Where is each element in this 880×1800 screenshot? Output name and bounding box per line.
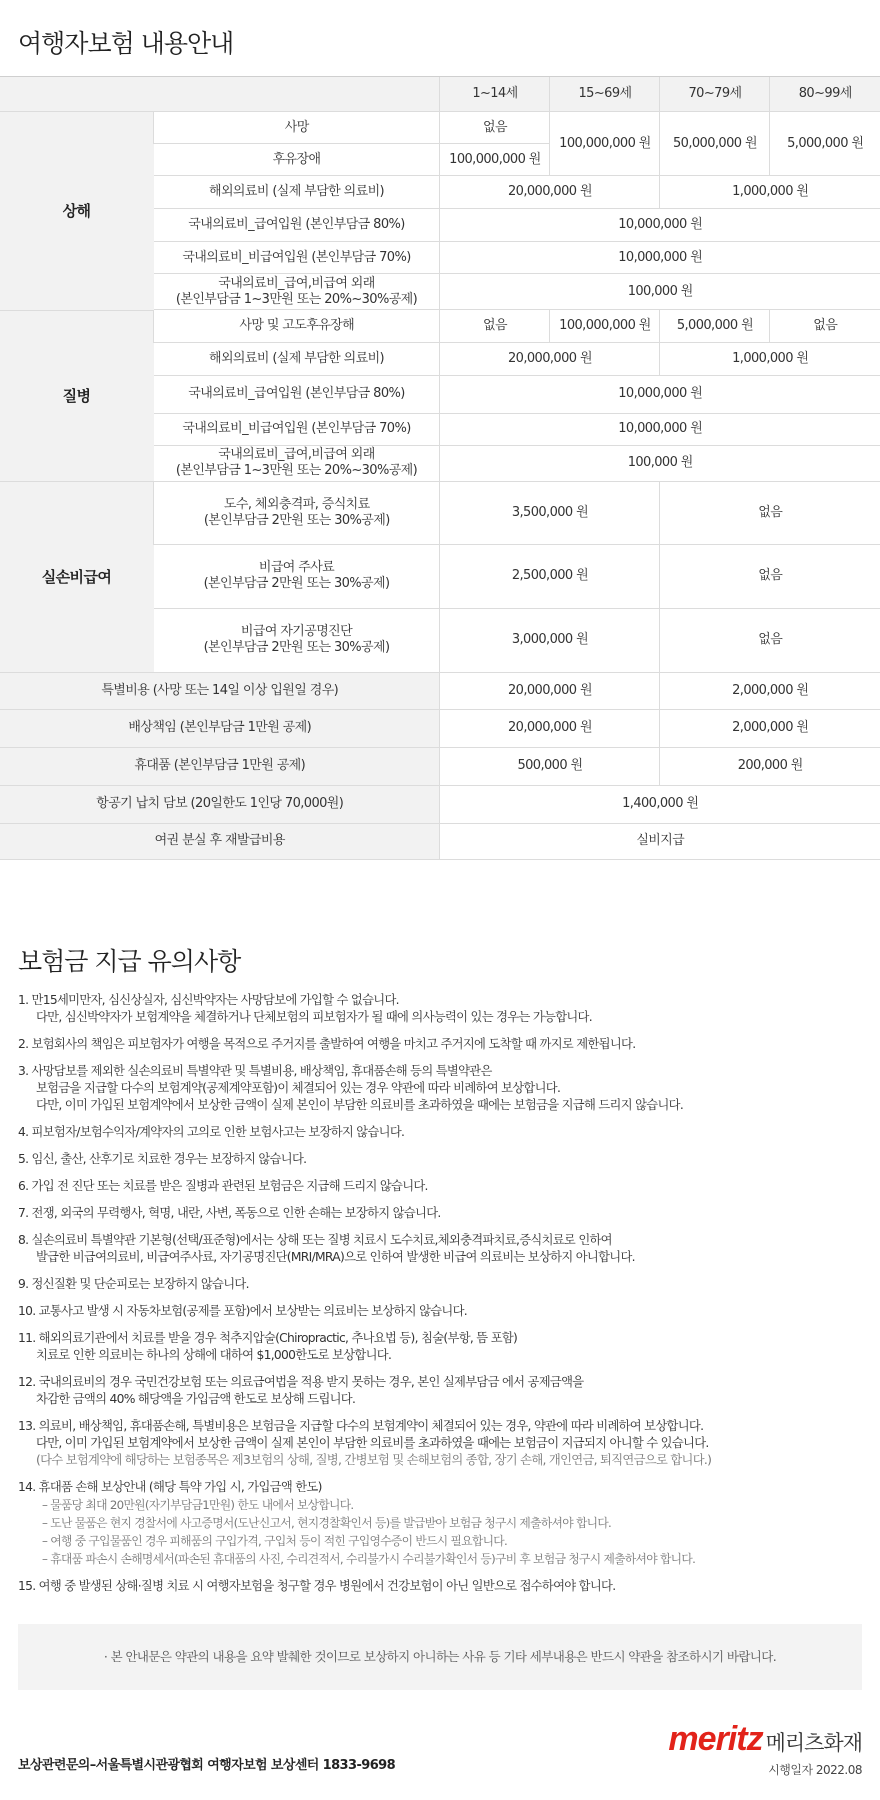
header-age-15-69: 15~69세 [550,77,660,112]
item-label-line2: (본인부담금 2만원 또는 30%공제) [203,512,390,528]
table-header-row [0,77,880,112]
table-row [0,481,880,544]
cell-value: 5,000,000 원 [660,310,770,342]
table-row [0,310,880,342]
list-item: 4. 피보험자/보험수익자/계약자의 고의로 인한 보험사고는 보장하지 않습니다. [18,1125,405,1139]
header-age-70-79: 70~79세 [660,77,770,112]
cell-value: 없음 [660,608,880,672]
coverage-table [0,76,880,860]
item-label: 배상책임 (본인부담금 1만원 공제) [0,709,440,747]
cell-value: 2,000,000 원 [660,672,880,709]
list-item [18,1330,868,1364]
cell-value: 10,000,000 원 [440,242,880,274]
list-item: 10. 교통사고 발생 시 자동차보험(공제를 포함)에서 보상받는 의료비는 보상하지 않습니다. [18,1304,467,1318]
item-label: 휴대품 (본인부담금 1만원 공제) [0,747,440,785]
contact-info: 보상관련문의–서울특별시관광협회 여행자보험 보상센터 1833-9698 [18,1758,396,1773]
item-label-line2: (본인부담금 1~3만원 또는 20%~30%공제) [175,463,418,478]
note-text: – 물품당 최대 20만원(자기부담금1만원) 한도 내에서 보상합니다. [42,1498,354,1512]
cell-value: 20,000,000 원 [440,342,660,375]
item-label: 사망 및 고도후유장해 [154,310,440,342]
note-text: – 여행 중 구입물품인 경우 피해품의 구입가격, 구입처 등이 적힌 구입영수증이 반드시 필요합니다. [42,1534,508,1548]
note-text: 1. 만15세미만자, 심신상실자, 심신박약자는 사망담보에 가입할 수 없습니다. [18,993,399,1007]
note-text: 13. 의료비, 배상책임, 휴대품손해, 특별비용은 보험금을 지급할 다수의 보험계약이 체결되어 있는 경우, 약관에 따라 비례하여 보상합니다. [18,1419,704,1433]
table-row [0,823,880,859]
note-text: 14. 휴대품 손해 보상안내 (해당 특약 가입 시, 가입금액 한도) [18,1480,322,1494]
list-item [18,1418,868,1469]
item-label: 국내의료비_비급여입원 (본인부담금 70%) [154,242,440,274]
cell-value: 실비지급 [440,823,880,859]
table-row [0,709,880,747]
list-item: 15. 여행 중 발생된 상해·질병 치료 시 여행자보험을 청구할 경우 병원에서 건강보험이 아닌 일반으로 접수하여야 합니다. [18,1579,616,1593]
cell-value: 100,000 원 [440,274,880,310]
cell-value: 1,000,000 원 [660,176,880,209]
cell-value: 없음 [770,310,880,342]
category-injury: 상해 [0,112,154,311]
note-text: (다수 보험계약에 해당하는 보험종목은 제3보험의 상해, 질병, 간병보험 및 손해보험의 종합, 장기 손해, 개인연금, 퇴직연금으로 합니다.) [36,1453,712,1467]
cell-value: 없음 [660,481,880,544]
item-label-line1: 국내의료비_급여,비급여 외래 [218,275,375,291]
item-label-line1: 비급여 주사료 [258,560,335,575]
list-item [18,1479,868,1568]
item-label-line1: 도수, 체외충격파, 증식치료 [223,496,370,512]
list-item [18,1374,868,1408]
cell-value: 20,000,000 원 [440,709,660,747]
item-label: 항공기 납치 담보 (20일한도 1인당 70,000원) [0,785,440,823]
note-text: 3. 사망담보를 제외한 실손의료비 특별약관 및 특별비용, 배상책임, 휴대품손해 등의 특별약관은 [18,1064,492,1078]
cell-value: 10,000,000 원 [440,413,880,445]
cell-value: 2,500,000 원 [440,544,660,608]
note-text: 발급한 비급여의료비, 비급여주사료, 자기공명진단(MRI/MRA)으로 인하여 발생한 비급여 의료비는 보상하지 아니합니다. [36,1250,635,1264]
item-label: 국내의료비_비급여입원 (본인부담금 70%) [154,413,440,445]
header-age-80-99: 80~99세 [770,77,880,112]
cell-value: 없음 [440,310,550,342]
note-text: – 도난 물품은 현지 경찰서에 사고증명서(도난신고서, 현지경찰확인서 등)를 발급받아 보험금 청구시 제출하셔야 합니다. [42,1516,612,1530]
item-label [154,445,440,481]
list-item: 9. 정신질환 및 단순피로는 보장하지 않습니다. [18,1277,249,1291]
item-label: 해외의료비 (실제 부담한 의료비) [154,342,440,375]
logo-row [668,1720,862,1759]
cell-value: 20,000,000 원 [440,176,660,209]
item-label: 해외의료비 (실제 부담한 의료비) [154,176,440,209]
cell-value: 3,000,000 원 [440,608,660,672]
cell-value: 없음 [440,112,550,144]
note-text: 12. 국내의료비의 경우 국민건강보험 또는 의료급여법을 적용 받지 못하는 경우, 본인 실제부담금 에서 공제금액을 [18,1375,584,1389]
brand-name: 메리츠화재 [765,1731,862,1755]
cell-value: 2,000,000 원 [660,709,880,747]
list-item: 2. 보험회사의 책임은 피보험자가 여행을 목적으로 주거지를 출발하여 여행을 마치고 주거지에 도착할 때 까지로 제한됩니다. [18,1037,636,1051]
category-noncovered: 실손비급여 [0,481,154,672]
list-item [18,1063,868,1114]
cell-value: 50,000,000 원 [660,112,770,176]
item-label: 특별비용 (사망 또는 14일 이상 입원일 경우) [0,672,440,709]
list-item: 6. 가입 전 진단 또는 치료를 받은 질병과 관련된 보험금은 지급해 드리지 않습니다. [18,1179,428,1193]
cell-value: 3,500,000 원 [440,481,660,544]
item-label-line2: (본인부담금 1~3만원 또는 20%~30%공제) [175,291,418,307]
list-item: 7. 전쟁, 외국의 무력행사, 혁명, 내란, 사변, 폭동으로 인한 손해는 보장하지 않습니다. [18,1206,441,1220]
cell-value: 5,000,000 원 [770,112,880,176]
note-text: 치료로 인한 의료비는 하나의 상해에 대하여 $1,000한도로 보상합니다. [36,1348,392,1362]
cell-value: 10,000,000 원 [440,209,880,242]
list-item: 5. 임신, 출산, 산후기로 치료한 경우는 보장하지 않습니다. [18,1152,307,1166]
effective-date: 시행일자 2022.08 [768,1763,862,1777]
note-text: 차감한 금액의 40% 해당액을 가입금액 한도로 보상해 드립니다. [36,1392,356,1406]
item-label [154,481,440,544]
note-text: 보험금을 지급할 다수의 보험계약(공제계약포함)이 체결되어 있는 경우 약관에 따라 비례하여 보상합니다. [36,1081,561,1095]
header-blank [0,77,440,112]
item-label [154,544,440,608]
note-text: 11. 해외의료기관에서 치료를 받을 경우 척추지압술(Chiropractic, 추나요법 등), 침술(부항, 뜸 포함) [18,1331,518,1345]
cell-value: 100,000 원 [440,445,880,481]
note-text: – 휴대품 파손시 손해명세서(파손된 휴대품의 사진, 수리견적서, 수리불가시 수리불가확인서 등)구비 후 보험금 청구시 제출하셔야 합니다. [42,1552,696,1566]
item-label [154,274,440,310]
item-label-line1: 국내의료비_급여,비급여 외래 [218,447,375,462]
brand-mark: meritz [668,1720,763,1758]
table-row [0,785,880,823]
item-label: 사망 [154,112,440,144]
note-text: 다만, 이미 가입된 보험계약에서 보상한 금액이 실제 본인이 부담한 의료비를 초과하였을 때에는 보험금을 지급해 드리지 않습니다. [36,1098,684,1112]
table-row [0,672,880,709]
page-title: 여행자보험 내용안내 [18,29,234,58]
item-label-line2: (본인부담금 2만원 또는 30%공제) [203,640,390,655]
cell-value: 100,000,000 원 [550,112,660,176]
table-row [0,747,880,785]
cell-value: 1,000,000 원 [660,342,880,375]
cell-value: 200,000 원 [660,747,880,785]
disclaimer-box: · 본 안내문은 약관의 내용을 요약 발췌한 것이므로 보상하지 아니하는 사유 등 기타 세부내용은 반드시 약관을 참조하시기 바랍니다. [18,1624,862,1690]
list-item [18,992,868,1026]
list-item [18,1232,868,1266]
cell-value: 20,000,000 원 [440,672,660,709]
cell-value: 10,000,000 원 [440,375,880,413]
notes-list [18,992,868,1605]
item-label-line1: 비급여 자기공명진단 [240,624,353,639]
item-label: 국내의료비_급여입원 (본인부담금 80%) [154,375,440,413]
brand-logo [668,1720,862,1778]
item-label-line2: (본인부담금 2만원 또는 30%공제) [203,576,390,591]
item-label: 후유장애 [154,144,440,176]
note-text: 다만, 심신박약자가 보험계약을 체결하거나 단체보험의 피보험자가 될 때에 의사능력이 있는 경우는 가능합니다. [36,1010,592,1024]
header-age-1-14: 1~14세 [440,77,550,112]
cell-value: 1,400,000 원 [440,785,880,823]
table-row [0,112,880,144]
cell-value: 100,000,000 원 [550,310,660,342]
cell-value: 없음 [660,544,880,608]
category-disease: 질병 [0,310,154,481]
item-label: 국내의료비_급여입원 (본인부담금 80%) [154,209,440,242]
cell-value: 100,000,000 원 [440,144,550,176]
cell-value: 500,000 원 [440,747,660,785]
notes-title: 보험금 지급 유의사항 [18,947,241,976]
note-text: 8. 실손의료비 특별약관 기본형(선택/표준형)에서는 상해 또는 질병 치료시 도수치료,체외충격파치료,증식치료로 인하여 [18,1233,612,1247]
item-label [154,608,440,672]
note-text: 다만, 이미 가입된 보험계약에서 보상한 금액이 실제 본인이 부담한 의료비를 초과하였을 때에는 보험금이 지급되지 아니할 수 있습니다. [36,1436,709,1450]
item-label: 여권 분실 후 재발급비용 [0,823,440,859]
